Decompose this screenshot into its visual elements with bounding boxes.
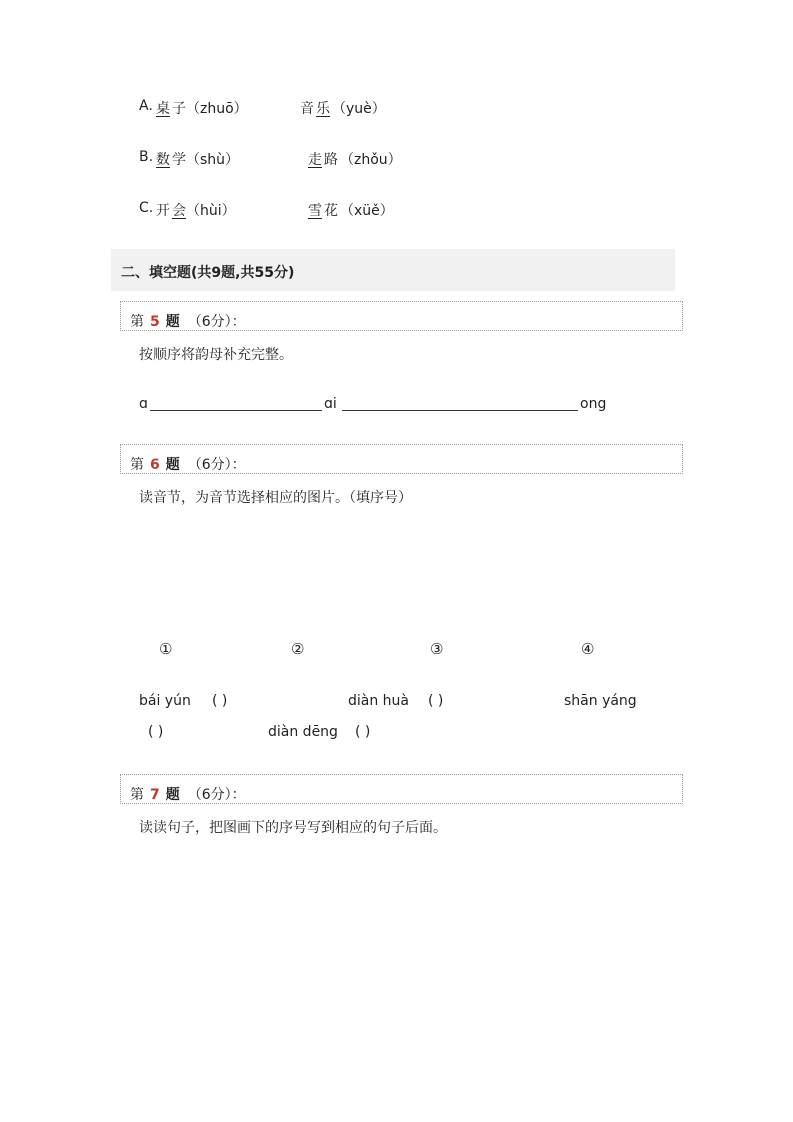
q6-item-1-pinyin: bái yún	[139, 693, 191, 709]
q6-item-4-pinyin: diàn dēng	[268, 724, 338, 740]
question-7-title	[130, 784, 246, 804]
question-6-header	[120, 444, 683, 474]
question-5-instruction: 按顺序将韵母补充完整。	[139, 347, 293, 363]
question-5-header	[120, 301, 683, 331]
option-a-word2-underlined: 乐	[316, 101, 330, 117]
q6-item-4-answer[interactable]: ( )	[355, 724, 371, 740]
option-b-word1-underlined: 数	[156, 152, 170, 168]
question-7-ti: 题	[165, 787, 180, 803]
question-7-prefix: 第	[130, 787, 144, 803]
option-a-pinyin2: （yuè）	[332, 101, 386, 117]
q5-seq-3: ong	[580, 396, 607, 412]
option-c-word1-pre: 开	[156, 203, 170, 219]
option-c-pinyin1: （hùi）	[186, 203, 236, 219]
option-a-pinyin1: （zhuō）	[186, 101, 248, 117]
picture-number-2: ②	[291, 640, 305, 658]
question-7-header	[120, 774, 683, 804]
picture-number-4: ④	[581, 640, 595, 658]
option-c-word2-underlined: 雪	[308, 203, 322, 219]
option-b-pinyin2: （zhǒu）	[340, 152, 402, 168]
question-6-title	[130, 454, 246, 474]
question-6-number: 6	[150, 457, 160, 473]
option-c-label: C.	[139, 200, 154, 216]
q6-item-3-pinyin: shān yáng	[564, 693, 637, 709]
question-5-title	[130, 311, 246, 331]
question-7-number: 7	[150, 787, 160, 803]
section-header	[111, 249, 675, 291]
q6-item-2-pinyin: diàn huà	[348, 693, 410, 709]
option-a-word1-rest: 子	[172, 101, 186, 117]
question-7-instruction: 读读句子，把图画下的序号写到相应的句子后面。	[139, 820, 447, 836]
question-6-ti: 题	[165, 457, 180, 473]
q5-seq-1: ɑ	[139, 396, 148, 412]
question-6-prefix: 第	[130, 457, 144, 473]
option-c-word1-underlined: 会	[172, 203, 186, 219]
question-6-score: （6分）：	[187, 457, 246, 473]
q5-seq-2: ɑi	[324, 396, 337, 412]
option-c-word2-rest: 花	[324, 203, 338, 219]
option-b-word1-rest: 学	[172, 152, 186, 168]
option-a-label: A.	[139, 98, 153, 114]
picture-number-1: ①	[159, 640, 173, 658]
q6-item-2-answer[interactable]: ( )	[428, 693, 444, 709]
option-a-word2-pre: 音	[300, 101, 314, 117]
question-5-prefix: 第	[130, 314, 144, 330]
option-b-word2-rest: 路	[324, 152, 338, 168]
question-6-instruction: 读音节，为音节选择相应的图片。（填序号）	[139, 490, 412, 506]
question-7-score: （6分）：	[187, 787, 246, 803]
question-5-score: （6分）：	[187, 314, 246, 330]
question-5-ti: 题	[165, 314, 180, 330]
q5-blank-1[interactable]	[150, 410, 322, 411]
q6-item-3-answer[interactable]: ( )	[148, 724, 164, 740]
picture-number-3: ③	[430, 640, 444, 658]
option-b-pinyin1: （shù）	[186, 152, 240, 168]
q6-item-1-answer[interactable]: ( )	[212, 693, 228, 709]
option-a-word1-underlined: 桌	[156, 101, 170, 117]
option-b-word2-underlined: 走	[308, 152, 322, 168]
option-c-pinyin2: （xüě）	[340, 203, 394, 219]
question-5-number: 5	[150, 314, 160, 330]
q5-blank-2[interactable]	[342, 410, 578, 411]
option-b-label: B.	[139, 149, 154, 165]
section-title: 二、填空题(共9题,共55分)	[121, 265, 295, 281]
